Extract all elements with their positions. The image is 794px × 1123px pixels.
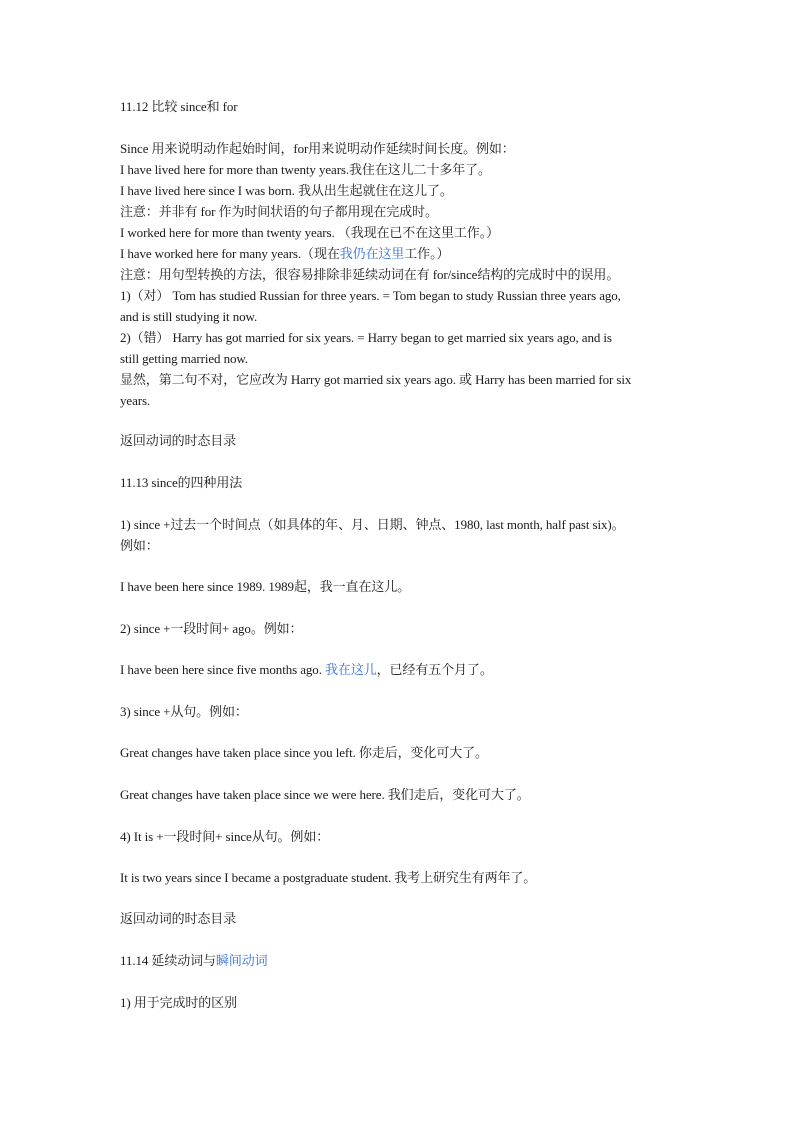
example-sentence: Great changes have taken place since we were here. 我们走后，变化可大了。 [120,787,530,802]
inline-link[interactable]: 我仍在这里 [339,246,405,261]
example-sentence: I have lived here since I was born. 我从出生起就住在这儿了。 [120,183,453,198]
usage-item: 3) since +从句。例如： [120,704,248,719]
inline-link[interactable]: 瞬间动词 [215,953,268,968]
text-span: 工作。） [404,246,450,261]
example-sentence: I have been here since 1989. 1989起，我一直在这儿。 [120,579,411,594]
note: 注意：并非有 for 作为时间状语的句子都用现在完成时。 [120,204,438,219]
usage-item: 2) since +一段时间+ ago。例如： [120,621,303,636]
inline-link[interactable]: 我在这儿 [325,662,377,677]
paragraph-cont: years. [120,393,151,408]
example-correct-cont: and is still studying it now. [120,309,258,324]
text-span: 11.14 延续动词与 [120,953,216,968]
note: 注意：用句型转换的方法，很容易排除非延续动词在有 for/since结构的完成时中的误用。 [120,267,620,282]
paragraph: Since 用来说明动作起始时间，for用来说明动作延续时间长度。例如： [120,141,515,156]
usage-item: 1) 用于完成时的区别 [120,995,237,1010]
section-heading-11-14 [120,950,700,971]
paragraph: 显然，第二句不对，它应改为 Harry got married six years ago. 或 Harry has been married for six [120,372,632,387]
example-sentence: Great changes have taken place since you left. 你走后，变化可大了。 [120,745,488,760]
example-sentence: I have lived here for more than twenty years.我住在这儿二十多年了。 [120,162,491,177]
text-span: I have worked here for many years.（现在 [120,246,340,261]
example-correct: 1)（对） Tom has studied Russian for three years. = Tom began to study Russian three years ago, [120,288,621,303]
text-span: ，已经有五个月了。 [376,662,493,677]
section-heading-11-12: 11.12 比较 since和 for [120,99,238,114]
example-wrong: 2)（错） Harry has got married for six years. = Harry began to get married six years ago, and is [120,330,612,345]
usage-item: 1) since +过去一个时间点（如具体的年、月、日期、钟点、1980, last month, half past six)。 [120,517,625,532]
example-sentence: It is two years since I became a postgraduate student. 我考上研究生有两年了。 [120,870,537,885]
usage-item: 4) It is +一段时间+ since从句。例如： [120,829,330,844]
example-wrong-cont: still getting married now. [120,351,248,366]
section-heading-11-13: 11.13 since的四种用法 [120,475,243,490]
example-sentence: I worked here for more than twenty years. （我现在已不在这里工作。） [120,225,499,240]
example-sentence [120,243,700,264]
example-sentence [120,659,700,680]
usage-item-cont: 例如： [120,538,159,553]
text-span: I have been here since five months ago. [120,662,326,677]
back-to-contents-link[interactable]: 返回动词的时态目录 [120,911,237,926]
back-to-contents-link[interactable]: 返回动词的时态目录 [120,433,237,448]
